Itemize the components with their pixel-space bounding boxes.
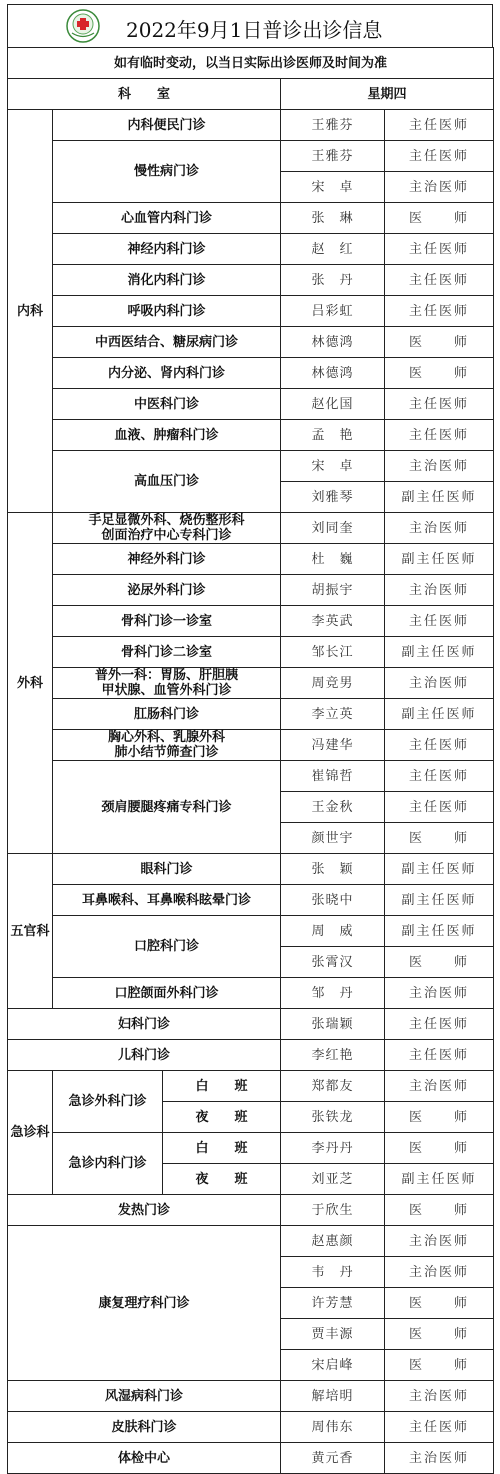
clinic-name: 急诊外科门诊 — [53, 1071, 163, 1133]
table-row — [8, 1412, 494, 1443]
table-row — [8, 978, 494, 1009]
doctor-name: 许芳慧 — [281, 1288, 385, 1319]
column-header-department: 科 室 — [8, 79, 281, 110]
clinic-name: 风湿病科门诊 — [8, 1381, 281, 1412]
clinic-name: 中医科门诊 — [53, 389, 281, 420]
doctor-name: 颜世宇 — [281, 823, 385, 854]
table-row — [8, 327, 494, 358]
doctor-name: 宋 卓 — [281, 451, 385, 482]
doctor-name: 赵惠颜 — [281, 1226, 385, 1257]
doctor-title: 医 师 — [385, 1102, 494, 1133]
doctor-title: 主任医师 — [385, 792, 494, 823]
table-row — [8, 885, 494, 916]
table-row — [8, 141, 494, 172]
doctor-name: 林德鸿 — [281, 327, 385, 358]
doctor-title: 医 师 — [385, 358, 494, 389]
schedule-table — [7, 47, 494, 1474]
doctor-title: 主治医师 — [385, 1257, 494, 1288]
clinic-name: 骨科门诊一诊室 — [53, 606, 281, 637]
doctor-name: 邹长江 — [281, 637, 385, 668]
table-row — [8, 1381, 494, 1412]
clinic-name: 高血压门诊 — [53, 451, 281, 513]
doctor-title: 副主任医师 — [385, 637, 494, 668]
doctor-name: 李红艳 — [281, 1040, 385, 1071]
clinic-name: 骨科门诊二诊室 — [53, 637, 281, 668]
clinic-name: 康复理疗科门诊 — [8, 1226, 281, 1381]
doctor-name: 吕彩虹 — [281, 296, 385, 327]
clinic-name: 慢性病门诊 — [53, 141, 281, 203]
doctor-title: 医 师 — [385, 1195, 494, 1226]
doctor-title: 医 师 — [385, 1288, 494, 1319]
clinic-name: 发热门诊 — [8, 1195, 281, 1226]
table-row — [8, 1071, 494, 1102]
table-row — [8, 1133, 494, 1164]
table-row — [8, 420, 494, 451]
doctor-name: 贾丰源 — [281, 1319, 385, 1350]
doctor-title: 副主任医师 — [385, 1164, 494, 1195]
table-row — [8, 761, 494, 792]
page-title: 2022年9月1日普诊出诊信息 — [126, 18, 383, 42]
clinic-name: 中西医结合、糖尿病门诊 — [53, 327, 281, 358]
table-row — [8, 1009, 494, 1040]
clinic-name: 耳鼻喉科、耳鼻喉科眩晕门诊 — [53, 885, 281, 916]
table-row — [8, 606, 494, 637]
clinic-name: 心血管内科门诊 — [53, 203, 281, 234]
shift-label: 白 班 — [163, 1071, 281, 1102]
doctor-title: 主治医师 — [385, 575, 494, 606]
doctor-name: 宋 卓 — [281, 172, 385, 203]
doctor-name: 崔锦哲 — [281, 761, 385, 792]
clinic-name: 皮肤科门诊 — [8, 1412, 281, 1443]
table-row — [8, 1226, 494, 1257]
clinic-name — [53, 513, 281, 544]
doctor-name: 于欣生 — [281, 1195, 385, 1226]
doctor-name: 周伟东 — [281, 1412, 385, 1443]
doctor-title: 医 师 — [385, 947, 494, 978]
clinic-name-line: 创面治疗中心专科门诊 — [101, 528, 232, 543]
clinic-name: 肛肠科门诊 — [53, 699, 281, 730]
doctor-title: 主任医师 — [385, 141, 494, 172]
doctor-name: 刘同奎 — [281, 513, 385, 544]
doctor-title: 主任医师 — [385, 730, 494, 761]
clinic-name: 泌尿外科门诊 — [53, 575, 281, 606]
table-row — [8, 854, 494, 885]
clinic-name: 妇科门诊 — [8, 1009, 281, 1040]
department-group-label: 五官科 — [8, 854, 53, 1009]
doctor-title: 主任医师 — [385, 1412, 494, 1443]
table-row — [8, 668, 494, 699]
clinic-name — [53, 730, 281, 761]
doctor-title: 主治医师 — [385, 668, 494, 699]
notice-text: 如有临时变动，以当日实际出诊医师及时间为准 — [8, 48, 494, 79]
table-row — [8, 451, 494, 482]
doctor-name: 张 颖 — [281, 854, 385, 885]
doctor-name: 周竞男 — [281, 668, 385, 699]
clinic-name: 内分泌、肾内科门诊 — [53, 358, 281, 389]
doctor-title: 主任医师 — [385, 1040, 494, 1071]
doctor-title: 主治医师 — [385, 1226, 494, 1257]
doctor-name: 郑都友 — [281, 1071, 385, 1102]
doctor-title: 主任医师 — [385, 265, 494, 296]
department-group-label: 内科 — [8, 110, 53, 513]
clinic-name: 眼科门诊 — [53, 854, 281, 885]
doctor-name: 邹 丹 — [281, 978, 385, 1009]
table-row — [8, 296, 494, 327]
doctor-title: 主任医师 — [385, 1009, 494, 1040]
department-group-label: 外科 — [8, 513, 53, 854]
doctor-name: 李英武 — [281, 606, 385, 637]
table-row — [8, 513, 494, 544]
clinic-name: 血液、肿瘤科门诊 — [53, 420, 281, 451]
doctor-name: 刘亚芝 — [281, 1164, 385, 1195]
clinic-name: 儿科门诊 — [8, 1040, 281, 1071]
table-row — [8, 265, 494, 296]
doctor-name: 张霄汉 — [281, 947, 385, 978]
doctor-name: 胡振宇 — [281, 575, 385, 606]
doctor-title: 主治医师 — [385, 451, 494, 482]
doctor-title: 医 师 — [385, 1319, 494, 1350]
doctor-title: 副主任医师 — [385, 885, 494, 916]
doctor-title: 主治医师 — [385, 1071, 494, 1102]
doctor-name: 赵 红 — [281, 234, 385, 265]
doctor-title: 副主任医师 — [385, 854, 494, 885]
doctor-name: 黄元香 — [281, 1443, 385, 1474]
clinic-name: 内科便民门诊 — [53, 110, 281, 141]
doctor-name: 林德鸿 — [281, 358, 385, 389]
doctor-title: 医 师 — [385, 203, 494, 234]
clinic-name-line: 胸心外科、乳腺外科 — [107, 730, 225, 745]
doctor-name: 冯建华 — [281, 730, 385, 761]
doctor-title: 主任医师 — [385, 420, 494, 451]
doctor-name: 王雅芬 — [281, 110, 385, 141]
doctor-name: 王金秋 — [281, 792, 385, 823]
table-row — [8, 637, 494, 668]
doctor-title: 主治医师 — [385, 978, 494, 1009]
doctor-name: 周 威 — [281, 916, 385, 947]
clinic-name: 口腔科门诊 — [53, 916, 281, 978]
clinic-name: 神经内科门诊 — [53, 234, 281, 265]
clinic-name-line: 手足显微外科、烧伤整形科 — [88, 513, 245, 528]
table-row — [8, 730, 494, 761]
doctor-name: 张 琳 — [281, 203, 385, 234]
doctor-title: 主治医师 — [385, 513, 494, 544]
doctor-title: 主任医师 — [385, 389, 494, 420]
clinic-name: 消化内科门诊 — [53, 265, 281, 296]
doctor-name: 张 丹 — [281, 265, 385, 296]
doctor-name: 宋启峰 — [281, 1350, 385, 1381]
table-row — [8, 1195, 494, 1226]
table-row — [8, 358, 494, 389]
doctor-title: 主任医师 — [385, 606, 494, 637]
doctor-title: 主任医师 — [385, 234, 494, 265]
doctor-title: 副主任医师 — [385, 916, 494, 947]
clinic-name-line: 肺小结节筛查门诊 — [114, 745, 219, 760]
doctor-name: 张铁龙 — [281, 1102, 385, 1133]
shift-label: 夜 班 — [163, 1164, 281, 1195]
department-group-label: 急诊科 — [8, 1071, 53, 1195]
doctor-title: 医 师 — [385, 823, 494, 854]
doctor-name: 李立英 — [281, 699, 385, 730]
clinic-name: 呼吸内科门诊 — [53, 296, 281, 327]
doctor-name: 韦 丹 — [281, 1257, 385, 1288]
doctor-name: 李丹丹 — [281, 1133, 385, 1164]
doctor-title: 副主任医师 — [385, 544, 494, 575]
table-row — [8, 389, 494, 420]
clinic-name: 急诊内科门诊 — [53, 1133, 163, 1195]
clinic-name-line: 普外一科：胃肠、肝胆胰 — [94, 668, 238, 683]
clinic-name: 神经外科门诊 — [53, 544, 281, 575]
clinic-name — [53, 668, 281, 699]
doctor-name: 杜 巍 — [281, 544, 385, 575]
table-row — [8, 1040, 494, 1071]
table-row — [8, 544, 494, 575]
hospital-logo-icon — [66, 9, 100, 43]
shift-label: 白 班 — [163, 1133, 281, 1164]
clinic-name-line: 甲状腺、血管外科门诊 — [101, 683, 232, 698]
clinic-name: 体检中心 — [8, 1443, 281, 1474]
doctor-title: 主任医师 — [385, 296, 494, 327]
doctor-name: 张晓中 — [281, 885, 385, 916]
doctor-title: 副主任医师 — [385, 482, 494, 513]
table-row — [8, 110, 494, 141]
shift-label: 夜 班 — [163, 1102, 281, 1133]
doctor-name: 孟 艳 — [281, 420, 385, 451]
doctor-title: 医 师 — [385, 1350, 494, 1381]
table-row — [8, 1443, 494, 1474]
doctor-title: 主任医师 — [385, 110, 494, 141]
doctor-title: 医 师 — [385, 1133, 494, 1164]
doctor-title: 主治医师 — [385, 172, 494, 203]
doctor-name: 王雅芬 — [281, 141, 385, 172]
column-header-day: 星期四 — [281, 79, 494, 110]
title-bar — [7, 4, 493, 47]
doctor-name: 赵化国 — [281, 389, 385, 420]
table-row — [8, 699, 494, 730]
doctor-title: 医 师 — [385, 327, 494, 358]
clinic-name: 口腔颌面外科门诊 — [53, 978, 281, 1009]
table-row — [8, 916, 494, 947]
doctor-title: 副主任医师 — [385, 699, 494, 730]
table-row — [8, 203, 494, 234]
doctor-title: 主治医师 — [385, 1381, 494, 1412]
clinic-name: 颈肩腰腿疼痛专科门诊 — [53, 761, 281, 854]
doctor-title: 主治医师 — [385, 1443, 494, 1474]
doctor-name: 解培明 — [281, 1381, 385, 1412]
doctor-name: 张瑞颖 — [281, 1009, 385, 1040]
schedule-page — [7, 4, 493, 1474]
table-row — [8, 575, 494, 606]
doctor-name: 刘雅琴 — [281, 482, 385, 513]
table-row — [8, 234, 494, 265]
doctor-title: 主任医师 — [385, 761, 494, 792]
